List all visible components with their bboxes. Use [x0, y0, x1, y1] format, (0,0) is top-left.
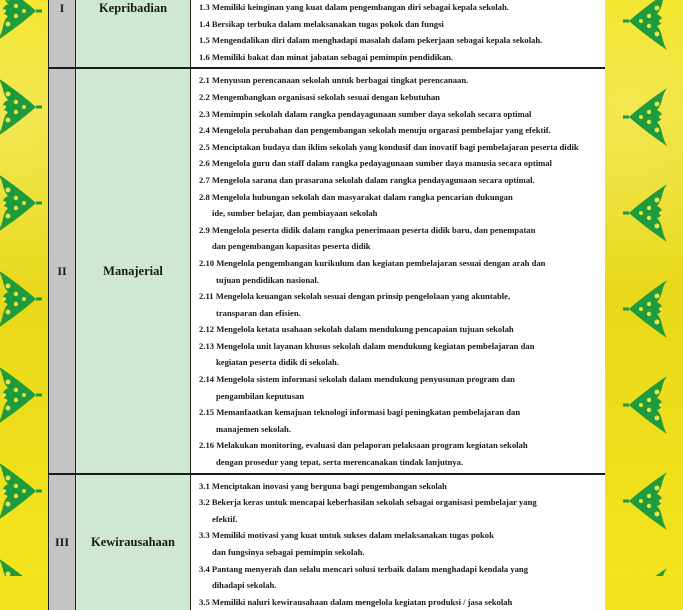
item-text: 1.6 Memiliki bakat dan minat jabatan sebagai pemimpin pendidikan. [199, 51, 454, 62]
item-text: 3.3 Memiliki motivasi yang kuat untuk sukses dalam melaksanakan tugas pokok [199, 530, 494, 541]
list-item [199, 139, 605, 156]
list-item [199, 494, 605, 527]
item-text: 2.2 Mengembangkan organisasi sekolah sesuai dengan kebutuhan [199, 91, 440, 102]
item-text: 1.3 Memiliki keinginan yang kuat dalam pengembangan diri sebagai kepala sekolah. [199, 2, 509, 12]
item-continuation: efektif. [212, 513, 238, 524]
item-text: 2.6 Mengelola guru dan staff dalam rangka pedayagunaan sumber daya manusia secara optimal [199, 158, 552, 169]
item-text: 2.15 Memanfaatkan kemajuan teknologi informasi bagi peningkatan pembelajaran dan [199, 407, 521, 418]
ornamental-motif-icon [623, 86, 669, 148]
right-decorative-border [604, 0, 683, 576]
row-items [191, 69, 605, 472]
item-text: 2.7 Mengelola sarana dan prasarana sekolah dalam rangka pendayagunaan secara optimal. [199, 174, 535, 185]
list-item [199, 189, 605, 222]
list-item [199, 321, 605, 338]
item-text: 2.1 Menyusun perencanaan sekolah untuk berbagai tingkat perencanaan. [199, 75, 469, 86]
item-continuation: dengan prosedur yang tepat, serta merencanakan tindak lanjutnya. [216, 457, 464, 468]
list-item [199, 172, 605, 189]
ornamental-motif-icon [623, 470, 669, 532]
item-text: 2.4 Mengelola perubahan dan pengembangan sekolah menuju orgarasi pembelajar yang efektif. [199, 125, 551, 136]
ornamental-motif-icon [0, 364, 42, 426]
left-decorative-border [0, 0, 48, 576]
list-item [199, 561, 605, 594]
item-text: 2.16 Melakukan monitoring, evaluasi dan pelaporan pelaksaan program kegiatan sekolah [199, 440, 528, 451]
item-text: 2.10 Mengelola pengembangan kurikulum dan kegiatan pembelajaran sesuai dengan arah dan [199, 257, 546, 268]
list-item [199, 371, 605, 404]
list-item [199, 122, 605, 139]
item-text: 2.9 Mengelola peserta didik dalam rangka penerimaan peserta didik baru, dan penempatan [199, 224, 536, 235]
list-item [199, 89, 605, 106]
list-item [199, 437, 605, 470]
item-text: 3.2 Bekerja keras untuk mencapai keberhasilan sekolah sebagai organisasi pembelajar yang [199, 497, 537, 508]
list-item [199, 106, 605, 123]
list-item [199, 478, 605, 495]
item-text: 2.12 Mengelola ketata usahaan sekolah dalam mendukung pencapaian tujuan sekolah [199, 324, 514, 335]
row-category: Kewirausahaan [76, 475, 191, 610]
item-text: 1.5 Mengendalikan diri dalam menghadapi masalah dalam pekerjaan sebagai kepala sekolah. [199, 35, 543, 46]
item-continuation: dan fungsinya sebagai pemimpin sekolah. [212, 547, 365, 557]
list-item [199, 288, 605, 321]
list-item [199, 338, 605, 371]
item-continuation: ide, sumber belajar, dan pembiayaan sekolah [212, 208, 378, 219]
ornamental-motif-icon [0, 76, 42, 138]
item-text: 3.1 Menciptakan inovasi yang berguna bagi pengembangan sekolah [199, 480, 447, 491]
item-continuation: dan pengembangan kapasitas peserta didik [212, 241, 371, 252]
list-item [199, 404, 605, 437]
list-item [199, 594, 605, 610]
row-category: Kepribadian [76, 0, 191, 67]
item-text: 2.14 Mengelola sistem informasi sekolah dalam mendukung penyusunan program dan [199, 374, 515, 385]
item-text: 2.13 Mengelola unit layanan khusus sekolah dalam mendukung kegiatan pembelajaran dan [199, 340, 535, 351]
ornamental-motif-icon [623, 374, 669, 436]
item-text: 2.5 Menciptakan budaya dan iklim sekolah yang kondusif dan inovatif bagi pembelajaran peserta didik [199, 141, 579, 152]
row-number: I [49, 0, 76, 67]
ornamental-motif-icon [623, 566, 669, 576]
list-item [199, 72, 605, 89]
item-continuation: transparan dan efisien. [216, 307, 301, 318]
row-number: II [49, 69, 76, 472]
row-items [191, 0, 605, 67]
ornamental-motif-icon [623, 0, 669, 52]
list-item [199, 255, 605, 288]
item-text: 1.4 Bersikap terbuka dalam melaksanakan tugas pokok dan fungsi [199, 18, 444, 29]
row-category: Manajerial [76, 69, 191, 472]
item-text: 2.11 Mengelola keuangan sekolah sesuai dengan prinsip pengelolaan yang akuntable, [199, 291, 511, 302]
list-item [199, 222, 605, 255]
list-item [199, 49, 605, 66]
list-item [199, 527, 605, 560]
item-continuation: tujuan pendidikan nasional. [216, 274, 319, 285]
ornamental-motif-icon [0, 556, 42, 576]
item-continuation: dihadapi sekolah. [212, 580, 277, 591]
ornamental-motif-icon [0, 172, 42, 234]
ornamental-motif-icon [0, 0, 42, 42]
item-continuation: pengambilan keputusan [216, 390, 305, 401]
ornamental-motif-icon [623, 182, 669, 244]
table-row-kepribadian [49, 0, 605, 69]
list-item [199, 32, 605, 49]
ornamental-motif-icon [0, 460, 42, 522]
competency-table [48, 0, 605, 610]
ornamental-motif-icon [0, 268, 42, 330]
list-item [199, 0, 605, 16]
ornamental-motif-icon [623, 278, 669, 340]
list-item [199, 16, 605, 33]
table-row-kewirausahaan [49, 475, 605, 610]
row-number: III [49, 475, 76, 610]
item-text: 2.8 Mengelola hubungan sekolah dan masyarakat dalam rangka pencarian dukungan [199, 191, 513, 202]
list-item [199, 155, 605, 172]
item-text: 3.4 Pantang menyerah dan selalu mencari solusi terbaik dalam menghadapi kendala yang [199, 563, 528, 574]
row-items [191, 475, 605, 610]
item-text: 3.5 Memiliki naluri kewirausahaan dalam mengelola kegiatan produksi / jasa sekolah [199, 596, 513, 607]
item-continuation: manajemen sekolah. [216, 423, 291, 434]
table-row-manajerial [49, 69, 605, 474]
item-continuation: kegiatan peserta didik di sekolah. [216, 357, 339, 368]
item-text: 2.3 Memimpin sekolah dalam rangka pendayagunaan sumber daya sekolah secara optimal [199, 108, 532, 119]
